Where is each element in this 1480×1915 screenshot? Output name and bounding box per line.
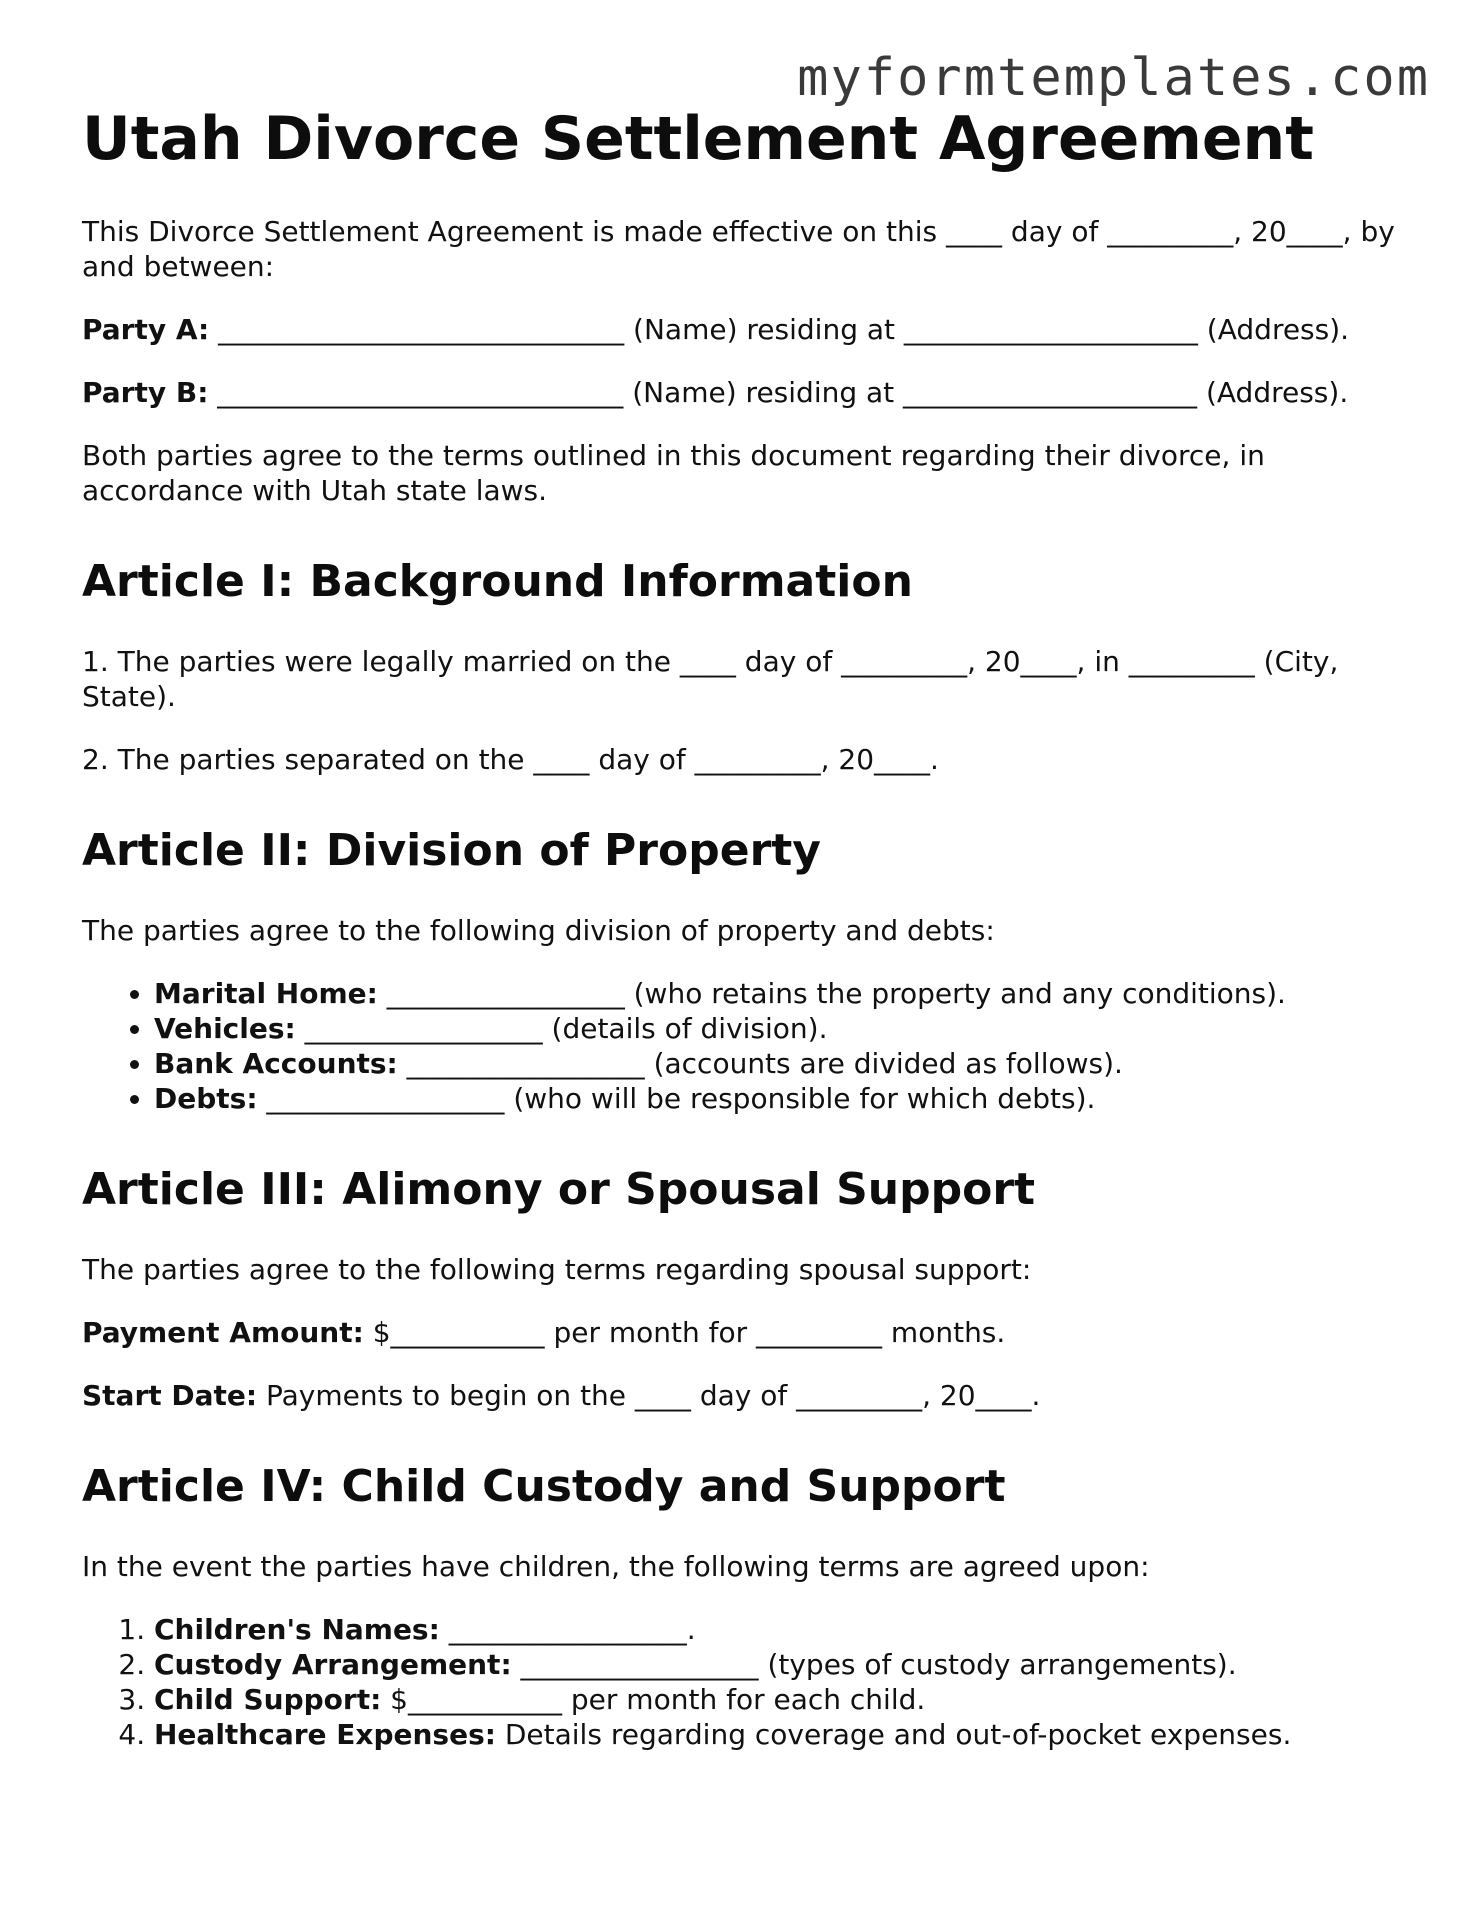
list-item [154,1717,1398,1752]
article-4-intro: In the event the parties have children, the following terms are agreed upon: [82,1550,1150,1583]
list-item [154,1612,1398,1647]
debts-text: _________________ (who will be responsible for which debts). [257,1082,1096,1115]
article-4-heading: Article IV: Child Custody and Support [82,1461,1006,1512]
bank-accounts-text: _________________ (accounts are divided as follows). [397,1047,1123,1080]
start-date-text: Payments to begin on the ____ day of _________, 20____. [257,1379,1041,1412]
party-b-label: Party B: [82,376,209,409]
document-body [82,100,1398,1780]
healthcare-expenses-text: Details regarding coverage and out-of-pocket expenses. [495,1718,1292,1751]
bank-accounts-label: Bank Accounts: [154,1047,398,1080]
article-3-intro: The parties agree to the following terms regarding spousal support: [82,1253,1032,1286]
marital-home-text: _________________ (who retains the property and any conditions). [377,977,1286,1010]
party-b-text: _____________________________ (Name) residing at _____________________ (Address). [208,376,1349,409]
child-support-label: Child Support: [154,1683,382,1716]
list-item [154,1647,1398,1682]
marital-home-label: Marital Home: [154,977,378,1010]
list-item [154,1081,1398,1116]
article-1-heading: Article I: Background Information [82,556,913,607]
list-item [154,976,1398,1011]
payment-amount-text: $___________ per month for _________ months. [363,1316,1006,1349]
vehicles-text: _________________ (details of division). [295,1012,828,1045]
site-watermark: myformtemplates.com [797,48,1430,108]
party-b-line [82,375,1398,410]
list-item [154,1682,1398,1717]
article-1-item-1: 1. The parties were legally married on the ____ day of _________, 20____, in _________ (City, State). [82,645,1339,713]
article-3-heading: Article III: Alimony or Spousal Support [82,1164,1036,1215]
debts-label: Debts: [154,1082,258,1115]
list-item [154,1011,1398,1046]
payment-amount-label: Payment Amount: [82,1316,364,1349]
party-a-text: _____________________________ (Name) residing at _____________________ (Address). [209,313,1350,346]
start-date-line [82,1378,1398,1413]
start-date-label: Start Date: [82,1379,258,1412]
vehicles-label: Vehicles: [154,1012,296,1045]
property-division-list [82,976,1398,1116]
article-2-heading: Article II: Division of Property [82,825,821,876]
child-support-text: $___________ per month for each child. [381,1683,926,1716]
healthcare-expenses-label: Healthcare Expenses: [154,1718,496,1751]
party-a-line [82,312,1398,347]
childrens-names-text: _________________. [439,1613,696,1646]
payment-amount-line [82,1315,1398,1350]
child-custody-list [82,1612,1398,1752]
list-item [154,1046,1398,1081]
document-title: Utah Divorce Settlement Agreement [82,104,1314,174]
custody-arrangement-label: Custody Arrangement: [154,1648,512,1681]
party-a-label: Party A: [82,313,210,346]
article-2-intro: The parties agree to the following division of property and debts: [82,914,995,947]
childrens-names-label: Children's Names: [154,1613,440,1646]
custody-arrangement-text: _________________ (types of custody arrangements). [511,1648,1237,1681]
article-1-item-2: 2. The parties separated on the ____ day of _________, 20____. [82,743,939,776]
intro-paragraph: This Divorce Settlement Agreement is made effective on this ____ day of _________, 20____, by and between: [82,215,1395,283]
agreement-statement: Both parties agree to the terms outlined in this document regarding their divorce, in accordance with Utah state laws. [82,439,1265,507]
